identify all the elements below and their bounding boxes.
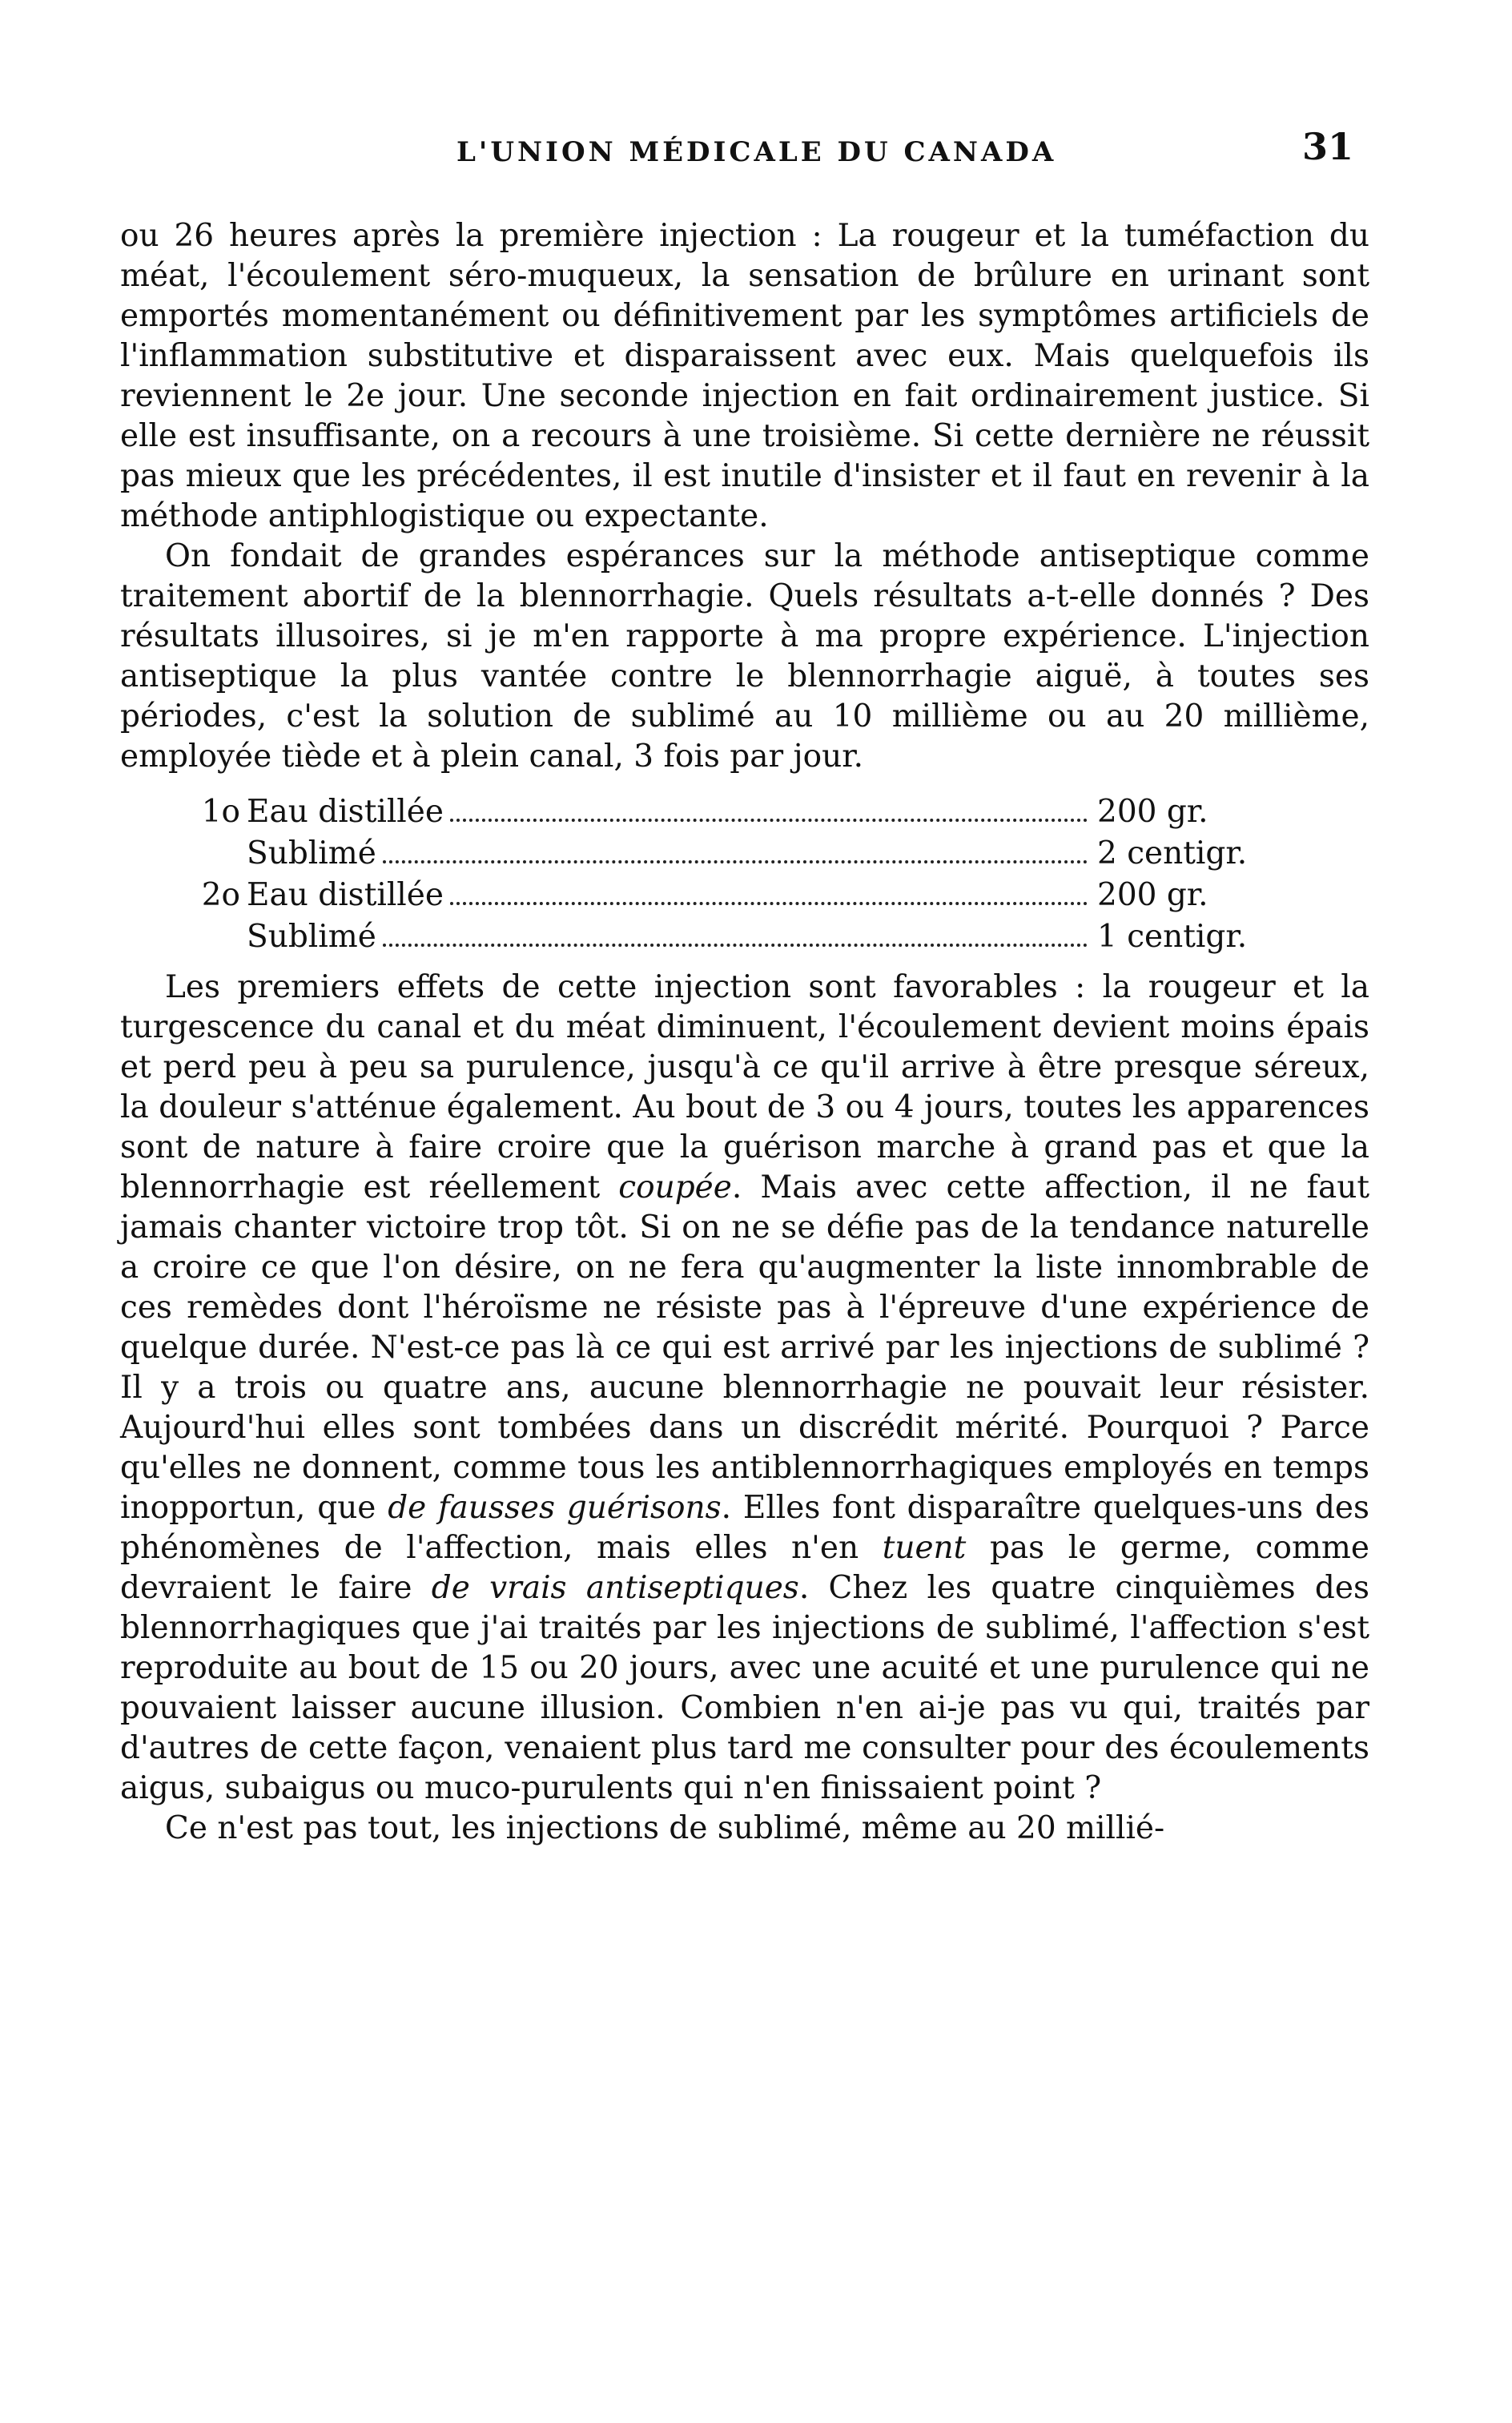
paragraph-3-text: . Mais avec cette affection, il ne faut jamais chanter victoire trop tôt. Si on ne se défie pas de la tendance naturelle a croire ce que l'on désire, on ne fera qu'augmenter la liste innombrable de ces remèdes dont l'héroïsme ne résiste pas à l'épreuve d'une expérience de quelque durée. N'est-ce pas là ce qui est arrivé par les injections de sublimé ? Il y a trois ou quatre ans, aucune blennorrhagie ne pouvait leur résister. Aujourd'hui elles sont tombées dans un discrédit mérité. Pourquoi ? Parce qu'elles ne donnent, comme tous les antiblennorrhagiques employés en temps inopportun, que [120, 1169, 1370, 1526]
article-body [120, 216, 1369, 1849]
paragraph-3-text: pas le germe, comme devraient le faire [120, 1530, 1369, 1606]
paragraph-3-emphasis: tuent [882, 1530, 967, 1566]
running-title: L'UNION MÉDICALE DU CANADA [456, 136, 1057, 168]
prescription-row [120, 833, 1369, 875]
paragraph-3-emphasis: de fausses guérisons [388, 1490, 722, 1526]
prescription-row [120, 875, 1369, 916]
paragraph-4: Ce n'est pas tout, les injections de sublimé, même au 20 millié- [165, 1810, 1165, 1846]
dot-leader [383, 944, 1088, 947]
paragraph-1: ou 26 heures après la première injection : La rougeur et la tuméfaction du méat, l'écoulement séro-muqueux, la sensation de brûlure en urinant sont emportés momentanément ou définitivement par les symptômes artificiels de l'inflammation substitutive et disparaissent avec eux. Mais quelquefois ils reviennent le 2e jour. Une seconde injection en fait ordinairement justice. Si elle est insuffisante, on a recours à une troisième. Si cette dernière ne réussit pas mieux que les précédentes, il est inutile d'insister et il faut en revenir à la méthode antiphlogistique ou expectante. [120, 218, 1369, 534]
dot-leader [383, 860, 1088, 863]
prescription-quantity: 1 centigr. [1097, 919, 1248, 955]
dot-leader [450, 819, 1088, 822]
paragraph-2: On fondait de grandes espérances sur la méthode antiseptique comme traitement abortif de la blennorrhagie. Quels résultats a-t-elle donnés ? Des résultats illusoires, si je m'en rapporte à ma propre expérience. L'injection antiseptique la plus vantée contre le blennorrhagie aiguë, à toutes ses périodes, c'est la solution de sublimé au 10 millième ou au 20 millième, employée tiède et à plein canal, 3 fois par jour. [120, 538, 1369, 775]
prescription-list [120, 791, 1369, 958]
prescription-number: 1o [201, 794, 240, 830]
page-number: 31 [1301, 125, 1353, 168]
paragraph-3 [120, 968, 1369, 1809]
prescription-quantity: 200 gr. [1097, 794, 1208, 830]
paragraph-3-text: Les premiers effets de cette injection sont favorables : la rougeur et la turgescence du canal et du méat diminuent, l'écoulement devient moins épais et perd peu à peu sa purulence, jusqu'à ce qu'il arrive à être presque séreux, la douleur s'atténue également. Au bout de 3 ou 4 jours, toutes les apparences sont de nature à faire croire que la guérison marche à grand pas et que la blennorrhagie est réellement [120, 969, 1369, 1205]
paragraph-3-emphasis: de vrais antiseptiques [431, 1570, 799, 1606]
paragraph-3-text: . Chez les quatre cinquièmes des blennorrhagiques que j'ai traités par les injections de sublimé, l'affection s'est reproduite au bout de 15 ou 20 jours, avec une acuité et une purulence qui ne pouvaient laisser aucune illusion. Combien n'en ai-je pas vu qui, traités par d'autres de cette façon, venaient plus tard me consulter pour des écoulements aigus, subaigus ou muco-purulents qui n'en finissaient point ? [120, 1570, 1369, 1806]
paragraph-3-emphasis: coupée [618, 1169, 732, 1205]
prescription-ingredient: Sublimé [247, 919, 376, 955]
dot-leader [450, 902, 1088, 905]
prescription-quantity: 200 gr. [1097, 877, 1208, 913]
prescription-ingredient: Sublimé [247, 835, 376, 871]
prescription-row [120, 791, 1369, 833]
page [120, 120, 1369, 1849]
prescription-row [120, 916, 1369, 958]
paragraph-3-text: . Elles font disparaître quelques-uns des phénomènes de l'affection, mais elles n'en [120, 1490, 1369, 1566]
prescription-quantity: 2 centigr. [1097, 835, 1248, 871]
prescription-ingredient: Eau distillée [247, 877, 444, 913]
prescription-ingredient: Eau distillée [247, 794, 444, 830]
page-header [120, 120, 1369, 184]
prescription-number: 2o [201, 877, 240, 913]
